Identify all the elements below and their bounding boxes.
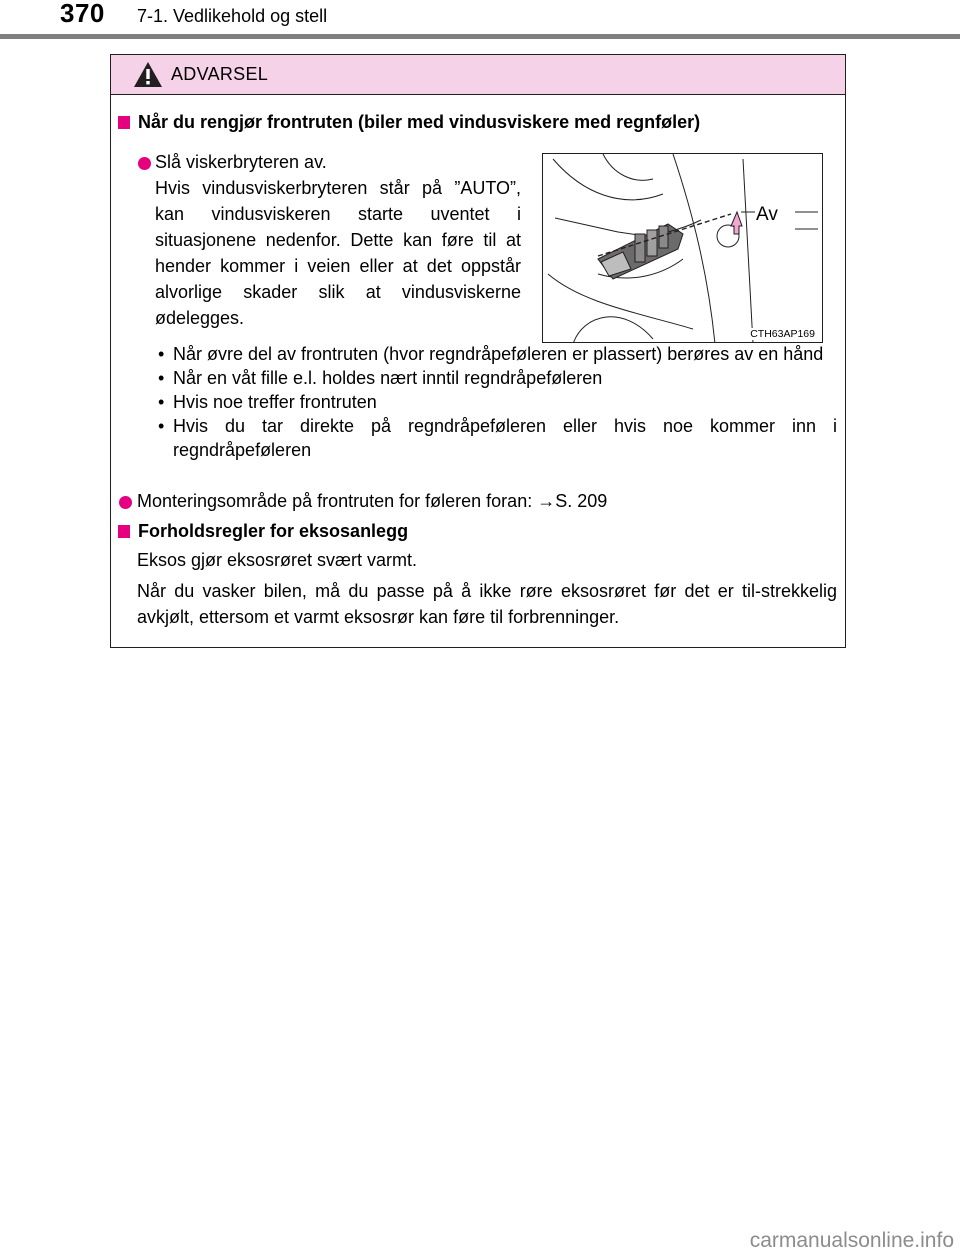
circle-bullet-icon [119, 496, 132, 509]
exhaust-paragraph-2: Når du vasker bilen, må du passe på å ikke røre eksosrøret før det er til-strekkelig avkjølt, ettersom et varmt eksosrør kan føre til forbrenninger. [137, 581, 837, 627]
list-item: • Når en våt fille e.l. holdes nært inntil regndråpeføleren [155, 366, 837, 390]
header-rule [0, 34, 960, 39]
instruction-body: Hvis vindusviskerbryteren står på ”AUTO”, kan vindusviskeren starte uventet i situasjonene nedenfor. Dette kan føre til at hender kommer i veien eller at det oppstår alvorlige skader slik at vindusviskerne ødelegges. [155, 178, 521, 328]
situation-list [155, 342, 837, 462]
warning-header [111, 55, 845, 95]
wiper-switch-figure [542, 153, 823, 343]
page-reference-link[interactable]: S. 209 [555, 491, 608, 511]
list-item: • Hvis noe treffer frontruten [155, 390, 837, 414]
mounting-area-note: Monteringsområde på frontruten for føleren foran: →S. 209 [137, 491, 608, 511]
square-bullet-icon [118, 116, 130, 129]
list-item: • Hvis du tar direkte på regndråpeføleren eller hvis noe kommer inn i regndråpeføleren [155, 414, 837, 462]
figure-code: CTH63AP169 [750, 328, 815, 340]
warning-label: ADVARSEL [171, 64, 269, 84]
list-item: • Når øvre del av frontruten (hvor regndråpeføleren er plassert) berøres av en hånd [155, 342, 837, 366]
section1-heading: Når du rengjør frontruten (biler med vindusviskere med regnføler) [118, 112, 700, 133]
circle-bullet-icon [138, 157, 151, 170]
instruction-item [155, 149, 521, 331]
exhaust-paragraph-1: Eksos gjør eksosrøret svært varmt. [137, 550, 418, 570]
section2-heading: Forholdsregler for eksosanlegg [118, 521, 408, 542]
figure-callout-label: Av [756, 204, 778, 225]
section-title: 7-1. Vedlikehold og stell [137, 6, 328, 26]
watermark: carmanualsonline.info [749, 1229, 954, 1252]
wiper-lever-illustration [543, 154, 823, 343]
square-bullet-icon [118, 525, 130, 538]
arrow-right-icon: → [537, 491, 556, 511]
warning-triangle-icon [133, 61, 163, 88]
instruction-line: Slå viskerbryteren av. [155, 152, 327, 172]
page-number: 370 [60, 0, 105, 28]
warning-box [110, 54, 846, 648]
